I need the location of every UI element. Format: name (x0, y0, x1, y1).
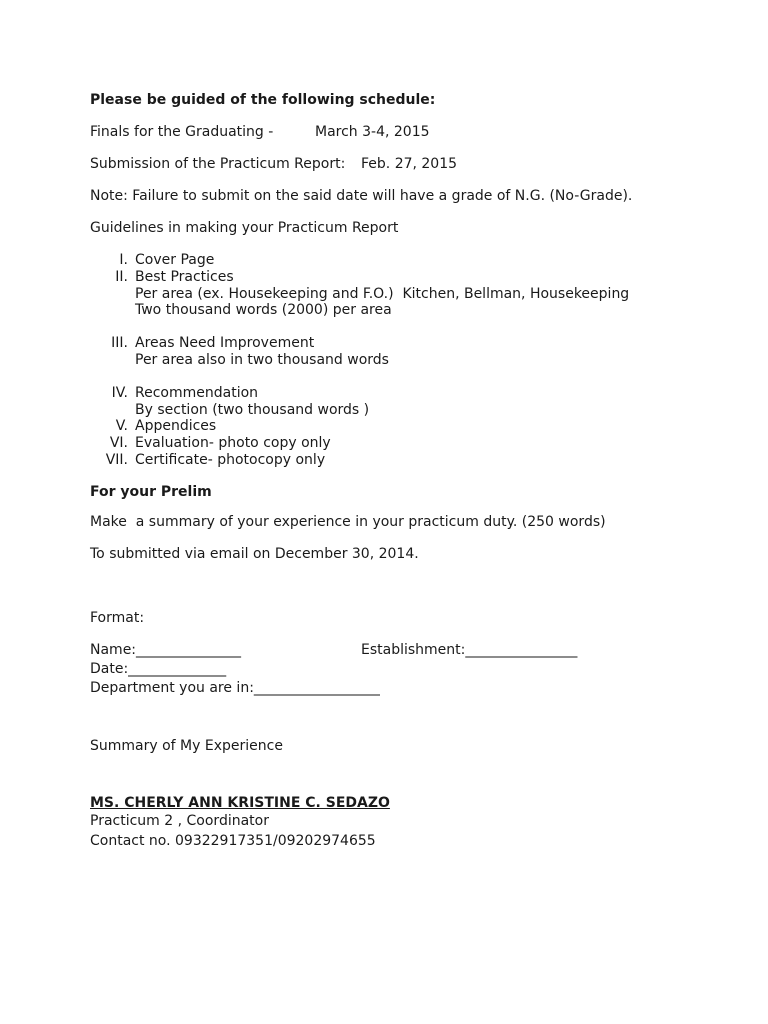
list-numeral: III. (111, 335, 128, 351)
department-field: Department you are in:__________________ (90, 680, 380, 696)
list-numeral: V. (115, 418, 128, 434)
list-numeral: I. (119, 252, 128, 268)
finals-label: Finals for the Graduating - (90, 124, 274, 140)
list-item: Best Practices (135, 269, 234, 285)
format-label: Format: (90, 610, 145, 626)
name-field: Name:_______________ (90, 642, 242, 658)
finals-date: March 3-4, 2015 (315, 124, 430, 140)
list-item: Cover Page (135, 252, 215, 268)
list-item-detail: Per area (ex. Housekeeping and F.O.) Kitchen, Bellman, Housekeeping (135, 286, 630, 302)
list-numeral: IV. (111, 385, 128, 401)
list-item: Areas Need Improvement (135, 335, 315, 351)
coordinator-title: Practicum 2 , Coordinator (90, 813, 269, 829)
list-item: Certificate- photocopy only (135, 452, 326, 468)
coordinator-contact: Contact no. 09322917351/09202974655 (90, 833, 376, 849)
date-field: Date:______________ (90, 661, 227, 677)
list-item-detail: Per area also in two thousand words (135, 352, 389, 368)
coordinator-name: MS. CHERLY ANN KRISTINE C. SEDAZO (90, 795, 390, 811)
list-numeral: VI. (109, 435, 128, 451)
list-item: Evaluation- photo copy only (135, 435, 331, 451)
list-item-detail: By section (two thousand words ) (135, 402, 370, 418)
submission-label: Submission of the Practicum Report: (90, 156, 346, 172)
submission-date: Feb. 27, 2015 (361, 156, 458, 172)
prelim-task: Make a summary of your experience in your practicum duty. (250 words) (90, 514, 606, 530)
summary-label: Summary of My Experience (90, 738, 283, 754)
list-item: Recommendation (135, 385, 259, 401)
note-text: Note: Failure to submit on the said date will have a grade of N.G. (No-Grade). (90, 188, 633, 204)
guidelines-title: Guidelines in making your Practicum Report (90, 220, 399, 236)
schedule-heading: Please be guided of the following schedule: (90, 92, 436, 108)
prelim-submit: To submitted via email on December 30, 2014. (90, 546, 419, 562)
list-item-detail: Two thousand words (2000) per area (135, 302, 392, 318)
prelim-title: For your Prelim (90, 484, 212, 500)
list-item: Appendices (135, 418, 217, 434)
list-numeral: II. (115, 269, 128, 285)
establishment-field: Establishment:________________ (361, 642, 578, 658)
list-numeral: VII. (105, 452, 128, 468)
